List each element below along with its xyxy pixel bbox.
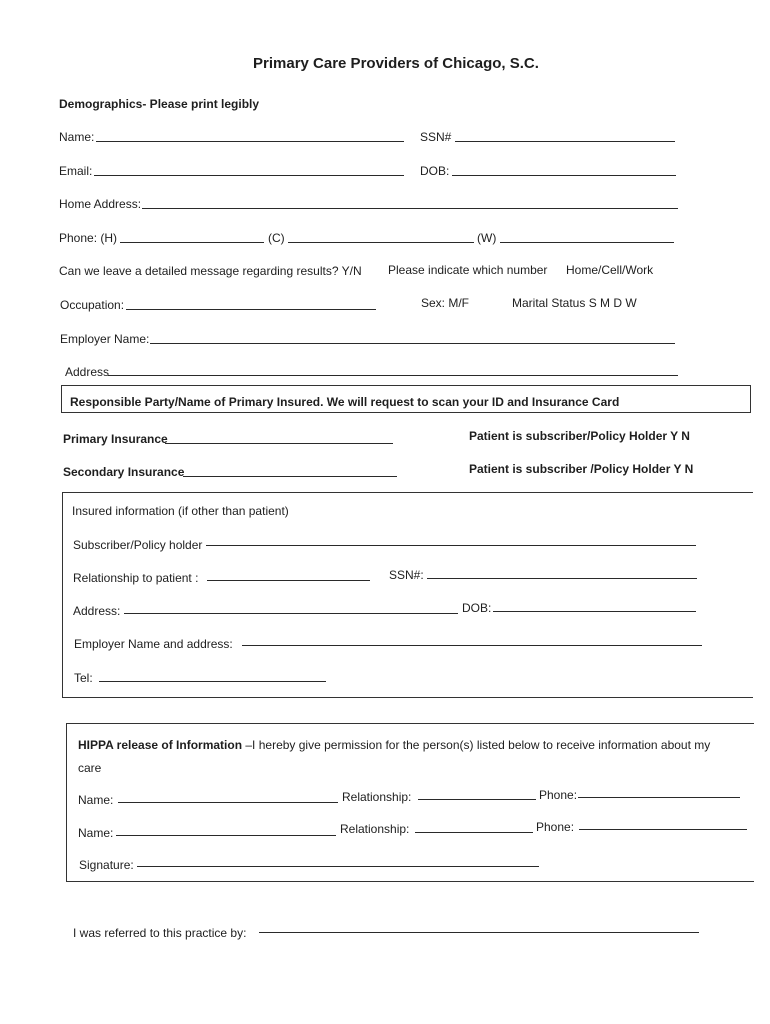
insured-ssn-field[interactable]: [427, 578, 697, 579]
primary-insurance-field[interactable]: [165, 443, 393, 444]
insured-employer-field[interactable]: [242, 645, 702, 646]
tel-label: Tel:: [74, 671, 93, 685]
home-address-field[interactable]: [142, 208, 678, 209]
employer-name-label: Employer Name:: [60, 332, 150, 346]
phone-cell-label: (C): [268, 231, 285, 245]
dob-field[interactable]: [452, 175, 676, 176]
hippa-name-1-field[interactable]: [118, 802, 338, 803]
hippa-name-2-field[interactable]: [116, 835, 336, 836]
insured-dob-field[interactable]: [493, 611, 696, 612]
hippa-phone-2-field[interactable]: [579, 829, 747, 830]
phone-home-label: Phone: (H): [59, 231, 118, 245]
which-number-label: Please indicate which number: [388, 263, 548, 277]
insured-address-field[interactable]: [124, 613, 458, 614]
demographics-heading: Demographics- Please print legibly: [59, 97, 260, 111]
subscriber-field[interactable]: [206, 545, 696, 546]
hippa-phone-1-field[interactable]: [578, 797, 740, 798]
insured-ssn-label: SSN#:: [389, 568, 424, 582]
hippa-relationship-1-label: Relationship:: [342, 790, 412, 804]
hippa-heading: HIPPA release of Information: [78, 738, 243, 752]
hippa-name-1-label: Name:: [78, 793, 114, 807]
hippa-relationship-2-label: Relationship:: [340, 822, 410, 836]
hippa-section-bottom-rule: [66, 881, 754, 882]
number-options: Home/Cell/Work: [566, 263, 654, 277]
tel-field[interactable]: [99, 681, 326, 682]
hippa-phone-2-label: Phone:: [536, 820, 575, 834]
insured-section-bottom-rule: [62, 697, 753, 698]
address-field[interactable]: [108, 375, 678, 376]
hippa-relationship-2-field[interactable]: [415, 832, 533, 833]
phone-home-field[interactable]: [120, 242, 264, 243]
home-address-label: Home Address:: [59, 197, 142, 211]
signature-label: Signature:: [79, 858, 134, 872]
phone-cell-field[interactable]: [288, 242, 474, 243]
sex-label: Sex: M/F: [421, 296, 470, 310]
responsible-party-heading: Responsible Party/Name of Primary Insured. We will request to scan your ID and Insurance Card: [70, 395, 620, 409]
page-title: Primary Care Providers of Chicago, S.C.: [253, 55, 539, 72]
marital-status-label: Marital Status S M D W: [512, 296, 637, 310]
address-label: Address: [65, 365, 110, 379]
referral-field[interactable]: [259, 932, 699, 933]
hippa-section-left-rule: [66, 723, 67, 882]
hippa-section-top-rule: [66, 723, 754, 724]
phone-work-label: (W): [477, 231, 497, 245]
name-label: Name:: [59, 130, 95, 144]
insured-heading: Insured information (if other than patient): [72, 504, 289, 518]
ssn-label: SSN#: [420, 130, 452, 144]
dob-label: DOB:: [420, 164, 450, 178]
signature-field[interactable]: [137, 866, 539, 867]
phone-work-field[interactable]: [500, 242, 674, 243]
insured-dob-label: DOB:: [462, 601, 492, 615]
relationship-field[interactable]: [207, 580, 370, 581]
hippa-release-text: [78, 738, 710, 752]
hippa-phone-1-label: Phone:: [539, 788, 578, 802]
insured-section-top-rule: [62, 492, 753, 493]
occupation-field[interactable]: [126, 309, 376, 310]
hippa-name-2-label: Name:: [78, 826, 114, 840]
subscriber-label: Subscriber/Policy holder: [73, 538, 203, 552]
occupation-label: Occupation:: [60, 298, 125, 312]
insured-employer-label: Employer Name and address:: [74, 637, 233, 651]
employer-name-field[interactable]: [150, 343, 675, 344]
secondary-subscriber-text: Patient is subscriber /Policy Holder Y N: [469, 462, 694, 476]
secondary-insurance-label: Secondary Insurance: [63, 465, 185, 479]
hippa-permission-text-cont: care: [78, 761, 102, 775]
email-label: Email:: [59, 164, 93, 178]
hippa-permission-text: –I hereby give permission for the person(s) listed below to receive information about my: [242, 738, 711, 752]
email-field[interactable]: [94, 175, 404, 176]
primary-insurance-label: Primary Insurance: [63, 432, 168, 446]
insured-address-label: Address:: [73, 604, 121, 618]
referral-label: I was referred to this practice by:: [73, 926, 247, 940]
primary-subscriber-text: Patient is subscriber/Policy Holder Y N: [469, 429, 690, 443]
secondary-insurance-field[interactable]: [183, 476, 397, 477]
relationship-label: Relationship to patient :: [73, 571, 199, 585]
message-question: Can we leave a detailed message regarding results? Y/N: [59, 264, 362, 278]
hippa-relationship-1-field[interactable]: [418, 799, 536, 800]
ssn-field[interactable]: [455, 141, 675, 142]
name-field[interactable]: [96, 141, 404, 142]
insured-section-left-rule: [62, 492, 63, 698]
